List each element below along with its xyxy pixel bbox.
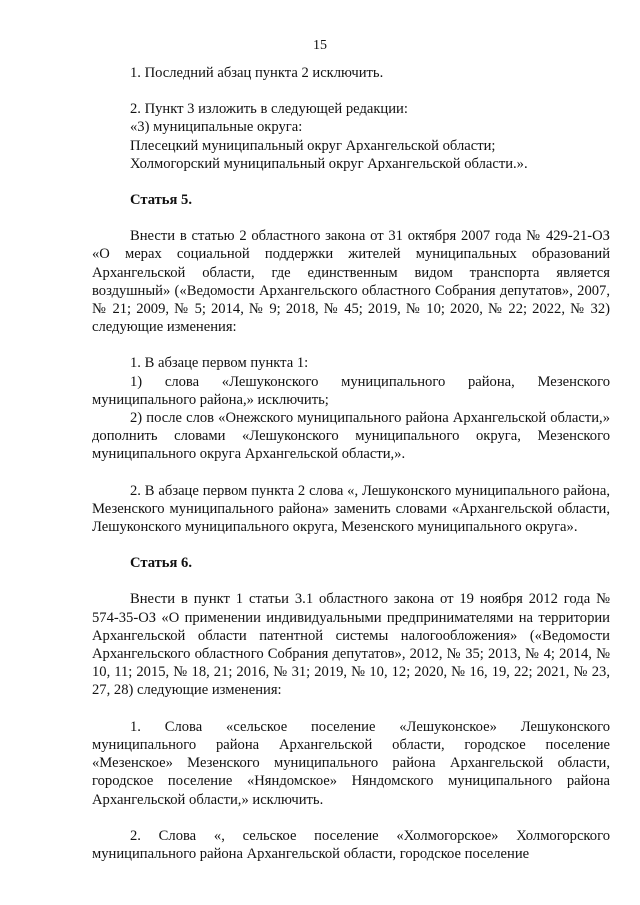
paragraph: Плесецкий муниципальный округ Архангельской области; [130,137,496,154]
paragraph: 2. Слова «, сельское поселение «Холмогорское» Холмогорского муниципального района Архангельской области, городское поселение [92,827,610,862]
paragraph-gap [92,572,610,590]
paragraph-gap [92,809,610,827]
paragraph: 2. Пункт 3 изложить в следующей редакции: [130,101,408,118]
paragraph: 2. В абзаце первом пункта 2 слова «, Лешуконского муниципального района, Мезенского муниципального района» заменить словами «Архангельской области, Лешуконского муниципального округа, Мезенского муниципального округа». [92,482,610,536]
paragraph-gap [92,464,610,482]
paragraph-gap [92,209,610,227]
document-body [92,64,610,863]
paragraph-gap [92,536,610,554]
page-number: 15 [313,38,327,53]
paragraph: Холмогорский муниципальный округ Архангельской области.». [130,155,528,172]
paragraph-gap [92,336,610,354]
paragraph: 1. В абзаце первом пункта 1: [130,355,309,372]
paragraph: Внести в пункт 1 статьи 3.1 областного закона от 19 ноября 2012 года № 574-35-ОЗ «О применении индивидуальными предпринимателями на территории Архангельской области патентной системы налогообложения» («Ведомости Архангельского областного Собрания депутатов», 2012, № 35; 2013, № 4; 2014, № 10, 11; 2015, № 18, 21; 2016, № 31; 2019, № 10, 12; 2020, № 16, 19, 22; 2021, № 23, 27, 28) следующие изменения: [92,591,610,699]
paragraph: «3) муниципальные округа: [130,119,303,136]
paragraph: 2) после слов «Онежского муниципального района Архангельской области,» дополнить словами «Лешуконского муниципального округа, Мезенского муниципального округа Архангельской области,». [92,410,610,463]
article-heading: Статья 5. [130,192,192,209]
paragraph: 1) слова «Лешуконского муниципального района, Мезенского муниципального района,» исключить; [92,373,610,408]
paragraph: 1. Последний абзац пункта 2 исключить. [130,65,384,81]
paragraph-gap [92,700,610,718]
paragraph: Внести в статью 2 областного закона от 31 октября 2007 года № 429-21-ОЗ «О мерах социальной поддержки жителей муниципальных образований Архангельской области, где единственным видом транспорта является воздушный» («Ведомости Архангельского областного Собрания депутатов», 2007, № 21; 2009, № 5; 2014, № 9; 2018, № 45; 2019, № 10; 2020, № 22; 2022, № 32) следующие изменения: [92,228,610,336]
paragraph-gap [92,82,610,100]
article-heading: Статья 6. [130,555,192,572]
paragraph-gap [92,173,610,191]
paragraph: 1. Слова «сельское поселение «Лешуконское» Лешуконского муниципального района Архангельской области, городское поселение «Мезенское» Мезенского муниципального района Архангельской области, городское поселение «Няндомское» Няндомского муниципального района Архангельской области,» исключить. [92,718,610,808]
